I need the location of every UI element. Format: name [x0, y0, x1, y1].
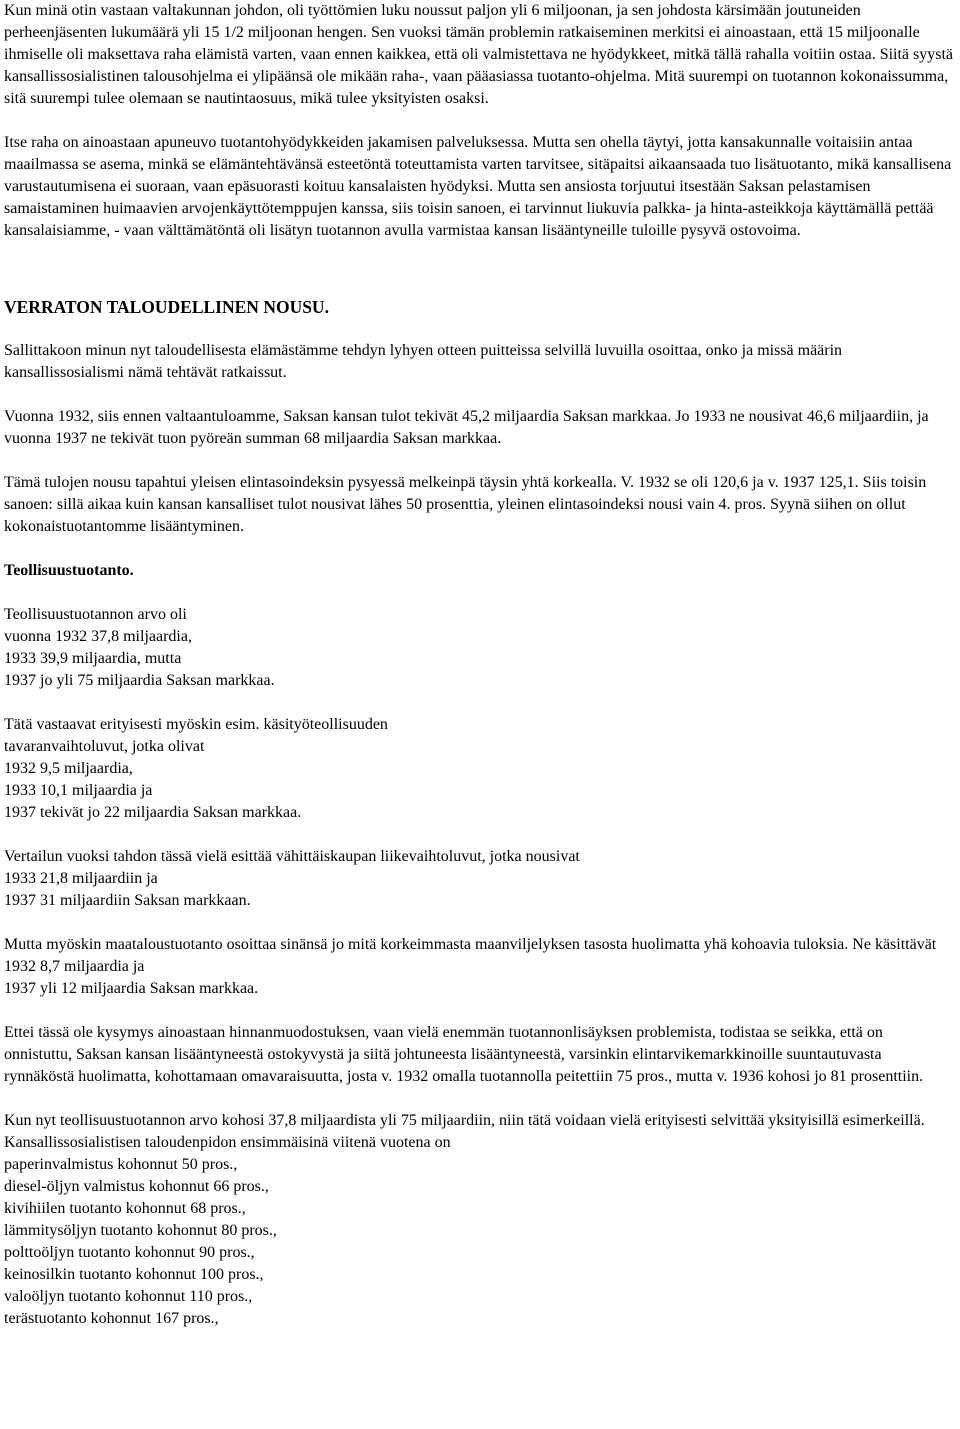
intro-sentence-3: Siitä syystä kansallissosialistinen talousohjelma ei ylipäänsä ole mikään raha-, vaan pääasiassa tuotanto-ohjelma. [4, 46, 954, 85]
agriculture-lead: Mutta myöskin maataloustuotanto osoittaa sinänsä jo mitä korkeimmasta maanviljelyksen tasosta huolimatta yhä kohoavia tuloksia. Ne käsittävät [4, 936, 937, 953]
agriculture-block [4, 934, 954, 1000]
intro-sentence-4: Mitä suurempi on tuotannon kokonaissumma, sitä suurempi tulee olemaan se nautintaosuus, mikä tulee yksityisten osaksi. [4, 68, 949, 107]
section1-paragraph-2: Vuonna 1932, siis ennen valtaantuloamme, Saksan kansan tulot tekivät 45,2 miljaardia Saksan markkaa. Jo 1933 ne nousivat 46,6 miljaardiin, ja vuonna 1937 ne tekivät tuon pyöreän summan 68 miljaardia Saksan markkaa. [4, 408, 929, 447]
self-sufficiency-paragraph: Ettei tässä ole kysymys ainoastaan hinnanmuodostuksen, vaan vielä enemmän tuotannonlisäyksen problemista, todistaa se seikka, että on onnistuttu, Saksan kansan lisääntyneestä ostokyvystä ja siitä johtuneesta lisääntyneestä, varsinkin elintarvikemarkkinoille suuntautuvasta rynnäköstä huolimatta, kohottamaan omavaraisuutta, josta v. 1932 omalla tuotannolla peitettiin 75 pros., mutta v. 1936 kohosi jo 81 prosenttiin. [4, 1024, 924, 1085]
intro-paragraph-1 [4, 0, 954, 110]
block-line: 1933 39,9 miljaardia, mutta [4, 650, 182, 667]
section-heading-industrial-production: Teollisuustuotanto. [4, 562, 134, 579]
intro-paragraph-2 [4, 132, 954, 242]
section1-paragraph-1: Sallittakoon minun nyt taloudellisesta elämästämme tehdyn lyhyen otteen puitteissa selvillä luvuilla osoittaa, onko ja missä määrin kansallissosialismi nämä tehtävät ratkaissut. [4, 342, 843, 381]
block-line: 1937 tekivät jo 22 miljaardia Saksan markkaa. [4, 804, 302, 821]
list-item: diesel-öljyn valmistus kohonnut 66 pros., [4, 1178, 269, 1195]
list-item: lämmitysöljyn tuotanto kohonnut 80 pros., [4, 1222, 277, 1239]
block-line: 1933 21,8 miljaardiin ja [4, 870, 158, 887]
crafts-turnover-block [4, 714, 954, 824]
section1-paragraph-3: Tämä tulojen nousu tapahtui yleisen elintasoindeksin pysyessä melkeinpä täysin yhtä korkealla. V. 1932 se oli 120,6 ja v. 1937 125,1. Siis toisin sanoen: sillä aikaa kuin kansan kansalliset tulot nousivat lähes 50 prosenttia, yleinen elintasoindeksi nousi vain 4. pros. Syynä siihen on ollut kokonaistuotantomme lisääntyminen. [4, 474, 927, 535]
section-heading-economic-rise: VERRATON TALOUDELLINEN NOUSU. [4, 297, 329, 317]
industry-examples-block [4, 1110, 954, 1330]
block-line: 1932 8,7 miljaardia ja [4, 958, 145, 975]
intro-sentence-1: Kun minä otin vastaan valtakunnan johdon, oli työttömien luku noussut paljon yli 6 miljoonan, ja sen johdosta kärsimään joutuneiden perheenjäsenten lukumäärä yli 15 1/2 miljoonan hengen. [4, 2, 861, 41]
block-line: tavaranvaihtoluvut, jotka olivat [4, 738, 205, 755]
block-line: vuonna 1932 37,8 miljaardia, [4, 628, 192, 645]
block-line: Teollisuustuotannon arvo oli [4, 606, 187, 623]
intro-sentence-6: Mutta sen ohella täytyi, jotta kansakunnalle voitaisiin antaa maailmassa se asema, minkä se elämäntehtävänsä esteetöntä toteuttamista varten tarvitsee, sitäpaitsi aikaansaada tuo lisätuotanto, mikä kansallisena varustautumisena ei suoraan, vaan epäsuorasti koituu kansalaisten hyödyksi. [4, 134, 952, 195]
list-item: keinosilkin tuotanto kohonnut 100 pros., [4, 1266, 264, 1283]
block-line: Tätä vastaavat erityisesti myöskin esim. käsityöteollisuuden [4, 716, 388, 733]
list-item: polttoöljyn tuotanto kohonnut 90 pros., [4, 1244, 255, 1261]
list-item: kivihiilen tuotanto kohonnut 68 pros., [4, 1200, 246, 1217]
intro-sentence-7: Mutta sen ansiosta torjuutui itsestään Saksan pelastamisen samaistaminen huimaavien arvojenkäyttötemppujen kanssa, siis toisin sanoen, ei tarvinnut liukuvia palkka- ja hinta-asteikkoja käyttämällä pettää kansalaisiamme, - vaan välttämätöntä oli lisätyn tuotannon avulla varmistaa kansan lisääntyneille tuloille pysyvä ostovoima. [4, 178, 934, 239]
section-spacer [4, 264, 954, 296]
intro-sentence-5: Itse raha on ainoastaan apuneuvo tuotantohyödykkeiden jakamisen palveluksessa. [4, 134, 529, 151]
block-line: 1937 yli 12 miljaardia Saksan markkaa. [4, 980, 259, 997]
industry-value-block [4, 604, 954, 692]
list-item: paperinvalmistus kohonnut 50 pros., [4, 1156, 238, 1173]
list-item: valoöljyn tuotanto kohonnut 110 pros., [4, 1288, 253, 1305]
intro-sentence-2: Sen vuoksi tämän problemin ratkaiseminen merkitsi ei ainoastaan, että 15 miljoonalle ihmiselle oli maksettava raha elämistä varten, vaan ennen kaikkea, että oli valmistettava ne hyödykkeet, mitkä tällä rahalla voitiin ostaa. [4, 24, 920, 63]
block-line: Vertailun vuoksi tahdon tässä vielä esittää vähittäiskaupan liikevaihtoluvut, jotka nousivat [4, 848, 580, 865]
block-line: 1933 10,1 miljaardia ja [4, 782, 153, 799]
block-line: 1937 31 miljaardiin Saksan markkaan. [4, 892, 251, 909]
list-item: terästuotanto kohonnut 167 pros., [4, 1310, 219, 1327]
block-line: 1932 9,5 miljaardia, [4, 760, 133, 777]
industry-examples-lead: Kun nyt teollisuustuotannon arvo kohosi 37,8 miljaardista yli 75 miljaardiin, niin tätä voidaan vielä erityisesti selvittää yksityisillä esimerkeillä. Kansallissosialistisen taloudenpidon ensimmäisinä viitenä vuotena on [4, 1112, 925, 1151]
retail-turnover-block [4, 846, 954, 912]
block-line: 1937 jo yli 75 miljaardia Saksan markkaa. [4, 672, 275, 689]
